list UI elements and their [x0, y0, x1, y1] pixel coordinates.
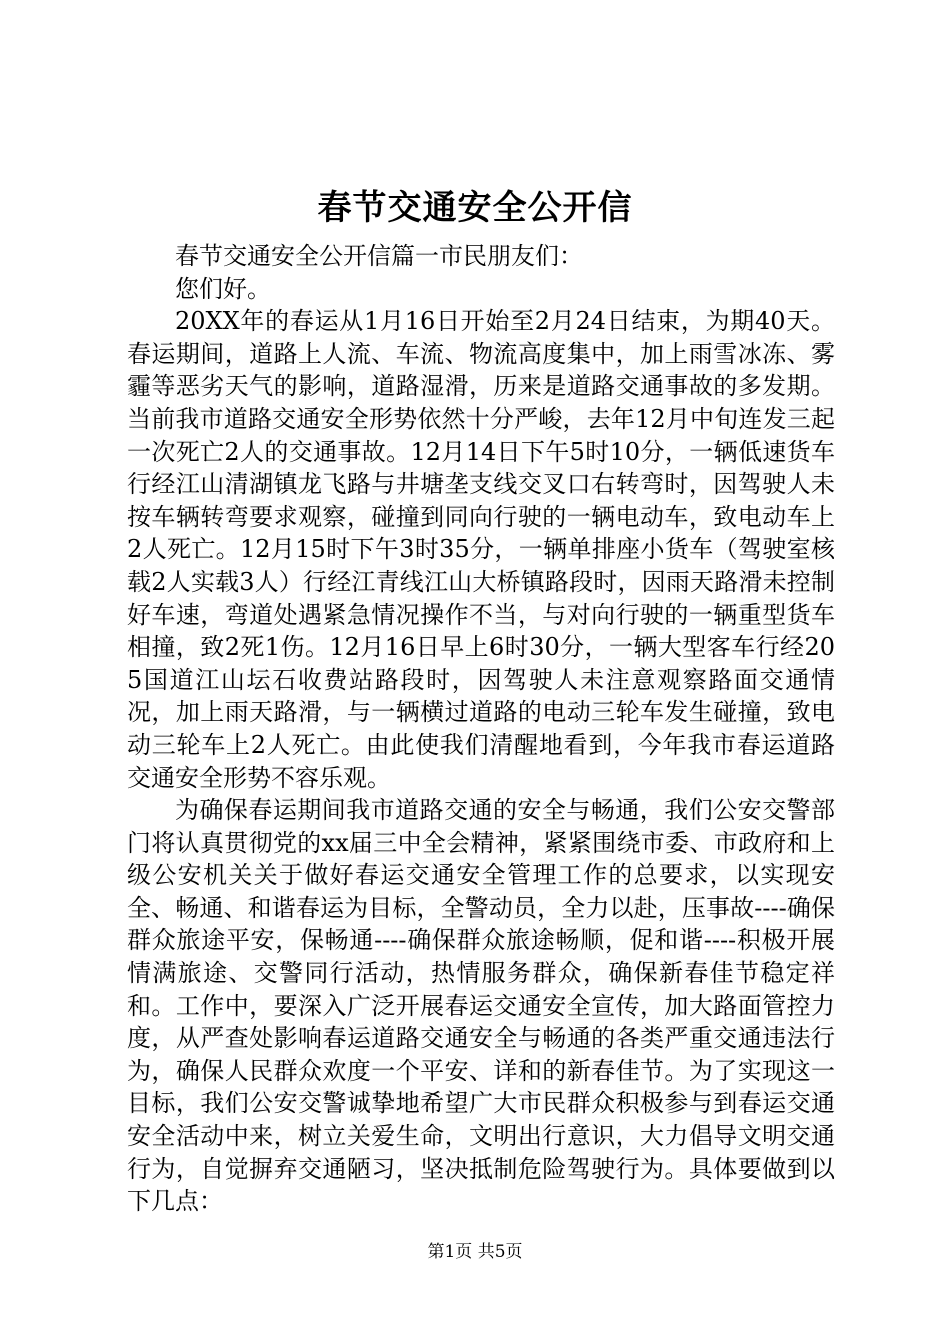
paragraph-measures: 为确保春运期间我市道路交通的安全与畅通，我们公安交警部门将认真贯彻党的xx届三中全会精神，紧紧围绕市委、市政府和上级公安机关关于做好春运交通安全管理工作的总要求，以实现安全、畅通、和谐春运为目标，全警动员，全力以赴，压事故----确保群众旅途平安，保畅通----确保群众旅途畅顺，促和谐----积极开展情满旅途、交警同行活动，热情服务群众，确保新春佳节稳定祥和。工作中，要深入广泛开展春运交通安全宣传，加大路面管控力度，从严查处影响春运道路交通安全与畅通的各类严重交通违法行为，确保人民群众欢度一个平安、详和的新春佳节。为了实现这一目标，我们公安交警诚挚地希望广大市民群众积极参与到春运交通安全活动中来，树立关爱生命，文明出行意识，大力倡导文明交通行为，自觉摒弃交通陋习，坚决抵制危险驾驶行为。具体要做到以下几点： — [127, 796, 835, 1216]
paragraph-salutation: 春节交通安全公开信篇一市民朋友们： — [175, 242, 583, 270]
page-footer: 第1页 共5页 — [427, 1242, 523, 1262]
paragraph-greeting: 您们好。 — [175, 274, 271, 303]
document-body — [127, 240, 835, 1218]
document-title: 春节交通安全公开信 — [317, 188, 633, 228]
paragraph-situation: 20XX年的春运从1月16日开始至2月24日结束，为期40天。春运期间，道路上人流、车流、物流高度集中，加上雨雪冰冻、雾霾等恶劣天气的影响，道路湿滑，历来是道路交通事故的多发期。当前我市道路交通安全形势依然十分严峻，去年12月中旬连发三起一次死亡2人的交通事故。12月14日下午5时10分，一辆低速货车行经江山清湖镇龙飞路与井塘垄支线交叉口右转弯时，因驾驶人未按车辆转弯要求观察，碰撞到同向行驶的一辆电动车，致电动车上2人死亡。12月15时下午3时35分，一辆单排座小货车（驾驶室核载2人实载3人）行经江青线江山大桥镇路段时，因雨天路滑未控制好车速，弯道处遇紧急情况操作不当，与对向行驶的一辆重型货车相撞，致2死1伤。12月16日早上6时30分，一辆大型客车行经205国道江山坛石收费站路段时，因驾驶人未注意观察路面交通情况，加上雨天路滑，与一辆横过道路的电动三轮车发生碰撞，致电动三轮车上2人死亡。由此使我们清醒地看到，今年我市春运道路交通安全形势不容乐观。 — [127, 307, 835, 792]
